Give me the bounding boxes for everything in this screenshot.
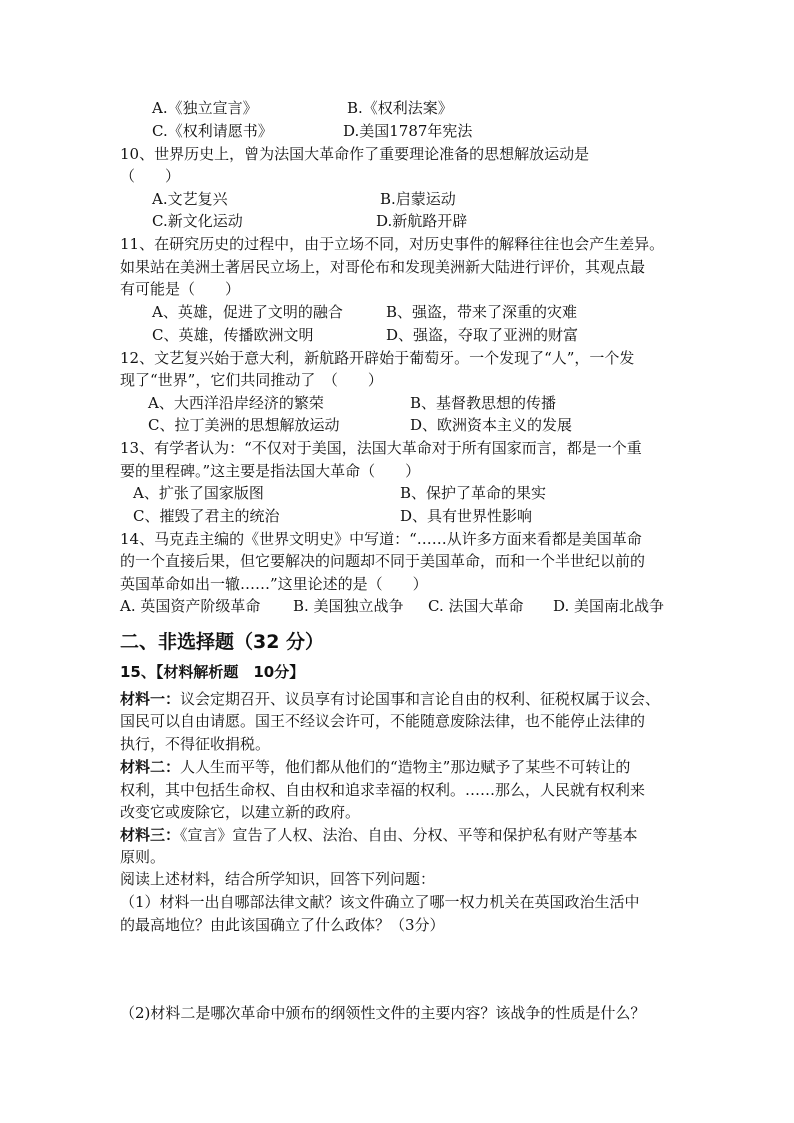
material3-line2: 原则。	[120, 848, 166, 866]
q9-option-a: A.《独立宣言》	[152, 99, 258, 117]
q12-stem-line1: 12、文艺复兴始于意大利，新航路开辟始于葡萄牙。一个发现了“人”，一个发	[120, 349, 635, 367]
material1-label: 材料一：	[120, 690, 181, 708]
q14-option-a: A. 英国资产阶级革命	[120, 597, 261, 615]
q12-stem-line2: 现了“世界”，它们共同推动了 （ ）	[120, 371, 383, 389]
material3-text1: 《宣言》宣告了人权、法治、自由、分权、平等和保护私有财产等基本	[180, 826, 638, 844]
q11-option-d: D、强盗，夺取了亚洲的财富	[386, 326, 579, 344]
q13-option-a: A、扩张了国家版图	[133, 484, 264, 502]
material1-text1: 议会定期召开、议员享有讨论国事和言论自由的权利、征税权属于议会、	[180, 690, 661, 708]
q12-option-b: B、基督教思想的传播	[410, 394, 557, 412]
q13-option-d: D、具有世界性影响	[400, 507, 533, 525]
q9-option-b: B.《权利法案》	[347, 99, 453, 117]
material2-line3: 改变它或废除它，以建立新的政府。	[120, 803, 361, 821]
q9-option-d: D.美国1787年宪法	[343, 122, 473, 140]
subq1-line1: （1）材料一出自哪部法律文献？该文件确立了哪一权力机关在英国政治生活中	[120, 893, 640, 911]
q14-option-c: C. 法国大革命	[428, 597, 524, 615]
subq2-line1: （2)材料二是哪次革命中颁布的纲领性文件的主要内容？该战争的性质是什么？	[120, 1004, 646, 1022]
q11-stem-line3: 有可能是（ ）	[120, 280, 241, 298]
material1-line1	[120, 689, 660, 709]
q11-stem-line2: 如果站在美洲土著居民立场上，对哥伦布和发现美洲新大陆进行评价，其观点最	[120, 258, 646, 276]
q12-option-c: C、拉丁美洲的思想解放运动	[148, 416, 340, 434]
material2-label: 材料二：	[120, 758, 181, 776]
material3-line1	[120, 825, 638, 845]
q10-stem-line1: 10、世界历史上，曾为法国大革命作了重要理论准备的思想解放运动是	[120, 145, 590, 163]
q10-option-a: A.文艺复兴	[152, 190, 228, 208]
q12-option-d: D、欧洲资本主义的发展	[410, 416, 573, 434]
q9-option-c: C.《权利请愿书》	[152, 122, 273, 140]
q11-stem-line1: 11、在研究历史的过程中，由于立场不同，对历史事件的解释往往也会产生差异。	[120, 235, 665, 253]
q10-option-c: C.新文化运动	[152, 212, 243, 230]
material1-line2: 国民可以自由请愿。国王不经议会许可，不能随意废除法律，也不能停止法律的	[120, 712, 646, 730]
section-title: 二、非选择题（32 分）	[120, 631, 325, 653]
q15-header: 15、【材料解析题 10分】	[120, 663, 305, 681]
material3-label: 材料三：	[120, 826, 181, 844]
q12-option-a: A、大西洋沿岸经济的繁荣	[148, 394, 324, 412]
q11-option-a: A、英雄，促进了文明的融合	[152, 303, 343, 321]
material2-line2: 权利，其中包括生命权、自由权和追求幸福的权利。……那么，人民就有权利来	[120, 781, 646, 799]
material2-text1: 人人生而平等，他们都从他们的“造物主”那边赋予了某些不可转让的	[180, 758, 631, 776]
q10-stem-line2: （ ）	[120, 167, 181, 185]
q13-option-b: B、保护了革命的果实	[400, 484, 547, 502]
q14-stem-line3: 英国革命如出一辙……”这里论述的是（ ）	[120, 575, 428, 593]
q11-option-c: C、英雄，传播欧洲文明	[152, 326, 314, 344]
instructions: 阅读上述材料，结合所学知识，回答下列问题：	[120, 870, 436, 888]
q11-option-b: B、强盗，带来了深重的灾难	[386, 303, 578, 321]
q14-option-b: B. 美国独立战争	[293, 597, 404, 615]
q10-option-d: D.新航路开辟	[376, 212, 468, 230]
q10-option-b: B.启蒙运动	[380, 190, 456, 208]
q13-option-c: C、摧毁了君主的统治	[133, 507, 280, 525]
material1-line3: 执行，不得征收捐税。	[120, 735, 271, 753]
q14-option-d: D. 美国南北战争	[553, 597, 665, 615]
q14-stem-line2: 的一个直接后果，但它要解决的问题却不同于美国革命，而和一个半世纪以前的	[120, 552, 646, 570]
material2-line1	[120, 757, 630, 777]
q14-stem-line1: 14、马克垚主编的《世界文明史》中写道：“……从许多方面来看都是美国革命	[120, 530, 642, 548]
q13-stem-line1: 13、有学者认为：“不仅对于美国，法国大革命对于所有国家而言，都是一个重	[120, 439, 642, 457]
q13-stem-line2: 要的里程碑。”这主要是指法国大革命（ ）	[120, 462, 421, 480]
subq1-line2: 的最高地位？由此该国确立了什么政体？（3分）	[120, 916, 445, 934]
